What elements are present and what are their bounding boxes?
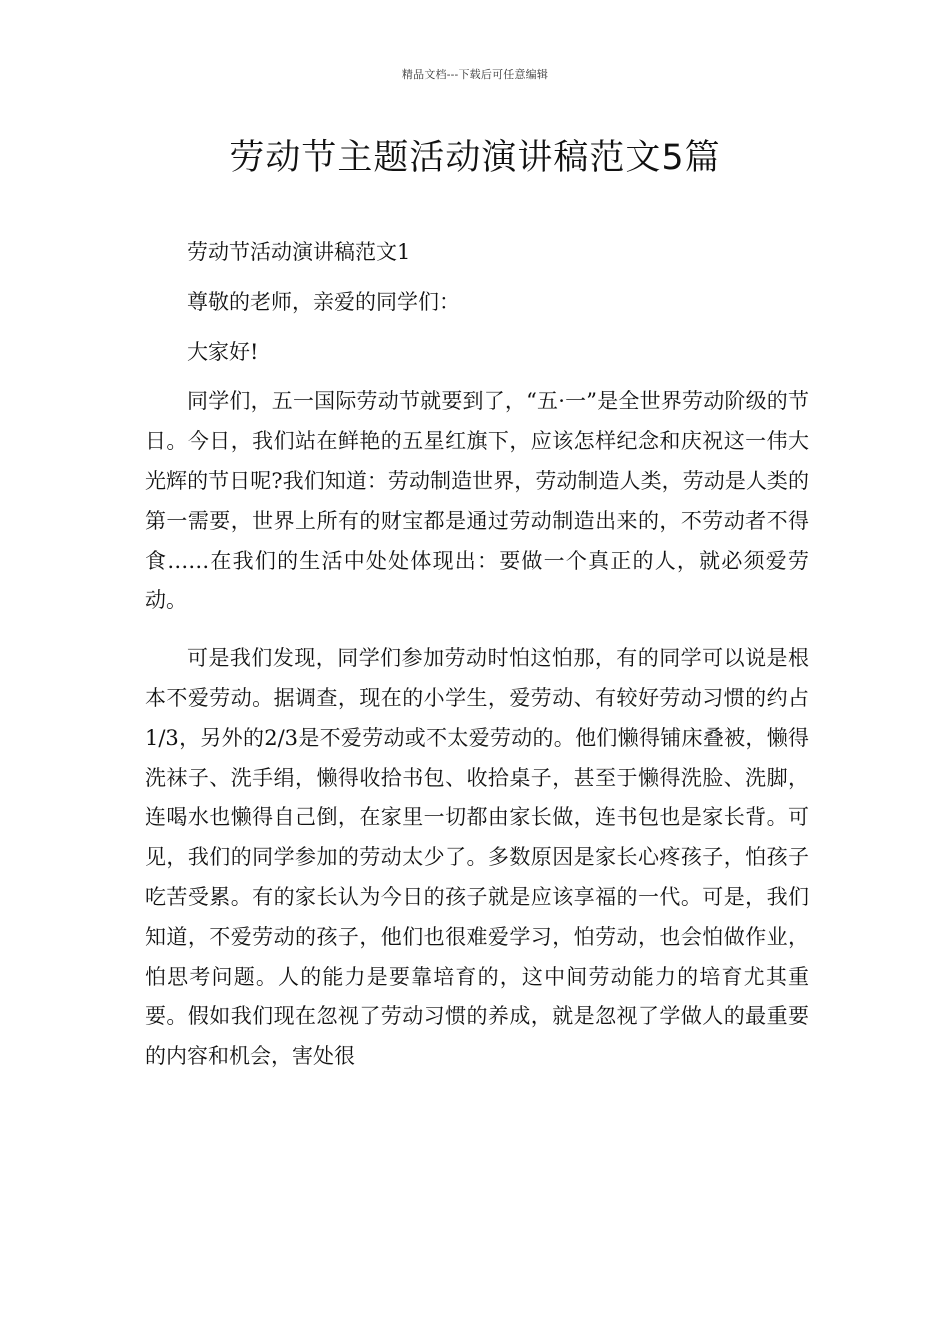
body-paragraph: 同学们，五一国际劳动节就要到了，“五·一”是全世界劳动阶级的节日。今日，我们站在鲜艳的五星红旗下，应该怎样纪念和庆祝这一伟大光辉的节日呢?我们知道：劳动制造世界，劳动制造人类，劳动是人类的第一需要，世界上所有的财宝都是通过劳动制造出来的，不劳动者不得食……在我们的生活中处处体现出：要做一个真正的人，就必须爱劳动。 xyxy=(145,389,809,613)
greeting: 大家好! xyxy=(187,339,259,364)
salutation: 尊敬的老师，亲爱的同学们： xyxy=(187,289,460,314)
document-title: 劳动节主题活动演讲稿范文5篇 xyxy=(229,138,721,178)
section-heading: 劳动节活动演讲稿范文1 xyxy=(187,240,411,264)
document-body xyxy=(145,233,809,1077)
body-paragraph: 可是我们发现，同学们参加劳动时怕这怕那，有的同学可以说是根本不爱劳动。据调查，现在的小学生，爱劳动、有较好劳动习惯的约占1/3，另外的2/3是不爱劳动或不太爱劳动的。他们懒得铺床叠被，懒得洗袜子、洗手绢，懒得收拾书包、收拾桌子，甚至于懒得洗脸、洗脚，连喝水也懒得自己倒，在家里一切都由家长做，连书包也是家长背。可见，我们的同学参加的劳动太少了。多数原因是家长心疼孩子，怕孩子吃苦受累。有的家长认为今日的孩子就是应该享福的一代。可是，我们知道，不爱劳动的孩子，他们也很难爱学习，怕劳动，也会怕做作业，怕思考问题。人的能力是要靠培育的，这中间劳动能力的培育尤其重要。假如我们现在忽视了劳动习惯的养成，就是忽视了学做人的最重要的内容和机会，害处很 xyxy=(145,646,809,1069)
header-note: 精品文档---下载后可任意编辑 xyxy=(401,68,549,81)
